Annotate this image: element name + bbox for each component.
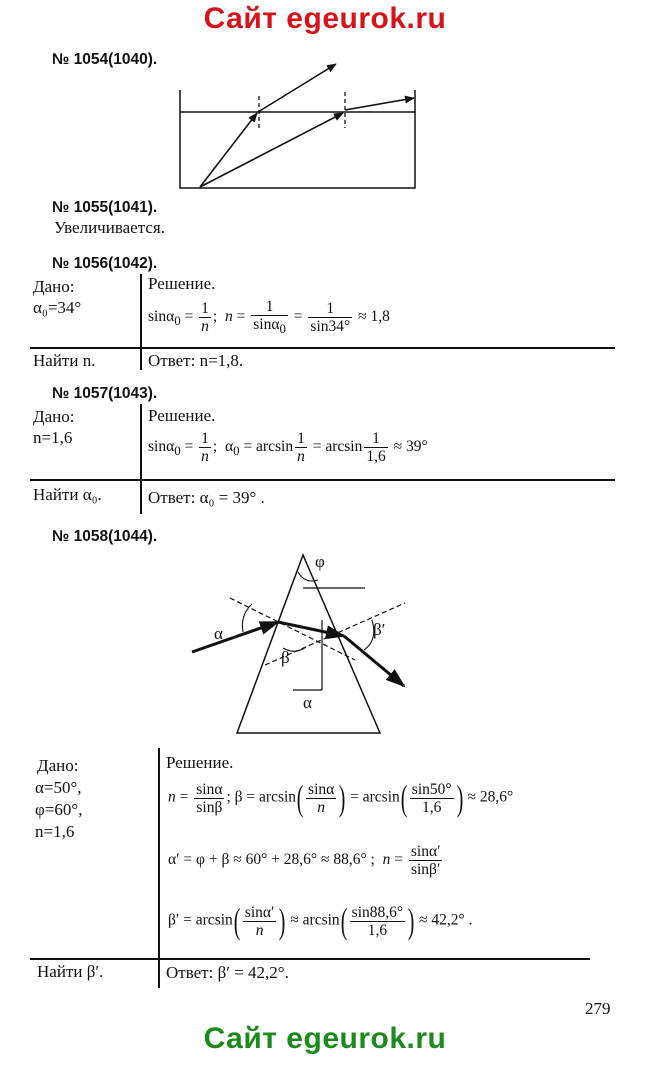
problem-1055-heading: № 1055(1041). xyxy=(52,199,158,216)
problem-1058-solution-label: Решение. xyxy=(166,753,234,772)
problem-1058-formula-1: n = $\frac{\sin\alpha}{\sin\beta}$ ; β = arcsin( $\frac{\sin\alpha}{n}$ ) = arcsin( $\frac{\sin 50^\circ}{1,6}$ ) ≈ 28,6° xyxy=(168,778,514,818)
problem-1058-rule xyxy=(30,958,590,960)
problem-1058-given-label: Дано: xyxy=(37,756,79,775)
problem-1054-heading: № 1054(1040). xyxy=(52,51,158,68)
problem-1056-given: α₀=34° xyxy=(33,298,82,317)
problem-1058-given-alpha: α=50°, xyxy=(35,778,82,797)
problem-1057-given-label: Дано: xyxy=(33,407,75,426)
problem-1057-answer: Ответ: α₀ = 39° . xyxy=(148,488,265,507)
problem-1057-given: n=1,6 xyxy=(33,428,73,447)
problem-1056-answer: Ответ: n=1,8. xyxy=(148,351,244,370)
problem-1057-find: Найти α₀. xyxy=(33,485,102,504)
problem-1056-find: Найти n. xyxy=(33,351,96,370)
figure-label-phi: φ xyxy=(315,552,325,571)
figure-label-alpha-bottom: α xyxy=(303,693,312,712)
site-watermark-bottom: Сайт egeurok.ru xyxy=(203,1022,447,1055)
figure-label-beta: β xyxy=(281,648,290,667)
problem-1058-heading: № 1058(1044). xyxy=(52,528,158,545)
problem-1056-given-label: Дано: xyxy=(33,277,75,296)
problem-1057-formula: sinα$_0$ = $\frac{1}{n}$ ; $\alpha_0 = \arcsin$ $\frac{1}{n}$ = arcsin $\frac{1}{1,6}$ ≈ 39° xyxy=(148,430,428,465)
problem-1058-formula-2: α′ = φ + β ≈ 60° + 28,6° ≈ 88,6° ; n = $\frac{\sin\alpha'}{\sin\beta'}$ xyxy=(168,843,441,878)
problem-1058-find: Найти β′. xyxy=(37,962,104,981)
problem-1058-given-n: n=1,6 xyxy=(35,822,75,841)
problem-1056-solution-label: Решение. xyxy=(148,274,216,293)
problem-1058-formula-3: β′ = arcsin( $\frac{\sin\alpha'}{n}$ ) ≈ arcsin( $\frac{\sin 88,6^\circ}{1,6}$ ) ≈ 42,2° . xyxy=(168,901,473,941)
figure-label-alpha: α xyxy=(214,624,223,643)
problem-1058-answer: Ответ: β′ = 42,2°. xyxy=(166,963,289,982)
problem-1058-given-phi: φ=60°, xyxy=(35,800,83,819)
problem-1055-answer: Увеличивается. xyxy=(54,218,165,237)
problem-1058-divider xyxy=(158,748,160,988)
problem-1056-formula: sinα$_0$ = $\frac{1}{n}$ ; n = $\frac{1}{\sin\alpha_0}$ = $\frac{1}{\sin 34^\circ}$ ≈ 1,8 xyxy=(148,298,390,337)
page-number: 279 xyxy=(585,999,611,1018)
problem-1057-heading: № 1057(1043). xyxy=(52,385,158,402)
problem-1056-heading: № 1056(1042). xyxy=(52,255,158,272)
site-watermark-top: Сайт egeurok.ru xyxy=(203,2,447,35)
figure-label-beta-prime: β′ xyxy=(373,620,386,639)
problem-1057-solution-label: Решение. xyxy=(148,406,216,425)
